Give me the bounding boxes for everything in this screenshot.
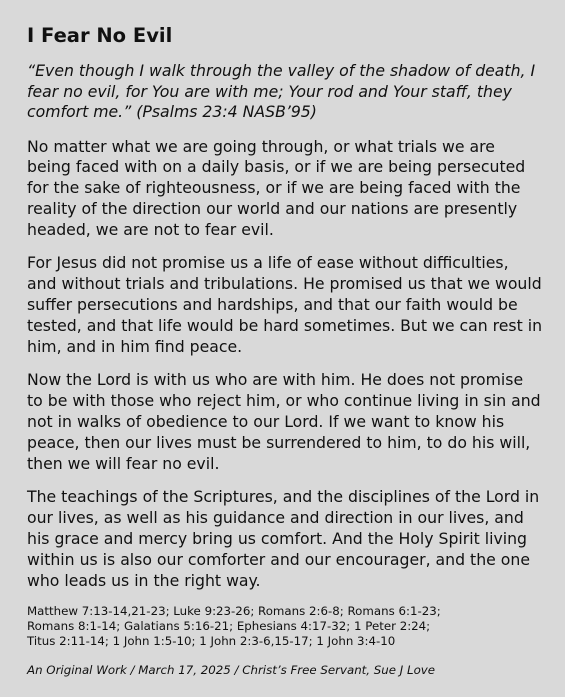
scripture-references xyxy=(27,604,543,648)
author-footer: An Original Work / March 17, 2025 / Christ’s Free Servant, Sue J Love xyxy=(27,663,436,678)
reference-line: Titus 2:11-14; 1 John 1:5-10; 1 John 2:3-6,15-17; 1 John 3:4-10 xyxy=(27,633,396,648)
paragraph-2: For Jesus did not promise us a life of ease without difficulties, and without trials and tribulations. He promised us that we would suffer persecutions and hardships, and that our faith would be tested, and that life would be hard sometimes. But we can rest in him, and in him find peace. xyxy=(27,253,543,356)
reference-line: Romans 8:1-14; Galatians 5:16-21; Ephesians 4:17-32; 1 Peter 2:24; xyxy=(27,619,431,634)
paragraph-1: No matter what we are going through, or what trials we are being faced with on a daily basis, or if we are being persecuted for the sake of righteousness, or if we are being faced with the reality of the direction our world and our nations are presently headed, we are not to fear evil. xyxy=(27,136,526,239)
quote-reference: (Psalms 23:4 NASB’95) xyxy=(136,102,317,121)
paragraph-3: Now the Lord is with us who are with him. He does not promise to be with those who reject him, or who continue living in sin and not in walks of obedience to our Lord. If we want to know his peace, then our lives must be surrendered to him, to do his will, then we will fear no evil. xyxy=(27,370,541,473)
paragraph-4: The teachings of the Scriptures, and the disciplines of the Lord in our lives, as well as his guidance and direction in our lives, and his grace and mercy bring us comfort. And the Holy Spirit living within us is also our comforter and our encourager, and the one who leads us in the right way. xyxy=(27,487,540,590)
reference-line: Matthew 7:13-14,21-23; Luke 9:23-26; Romans 2:6-8; Romans 6:1-23; xyxy=(27,604,441,619)
quote-text: “Even though I walk through the valley of the shadow of death, I fear no evil, for You are with me; Your rod and Your staff, they comfort me.” xyxy=(27,61,536,121)
scripture-quote xyxy=(27,61,543,123)
page-title: I Fear No Evil xyxy=(27,24,173,47)
